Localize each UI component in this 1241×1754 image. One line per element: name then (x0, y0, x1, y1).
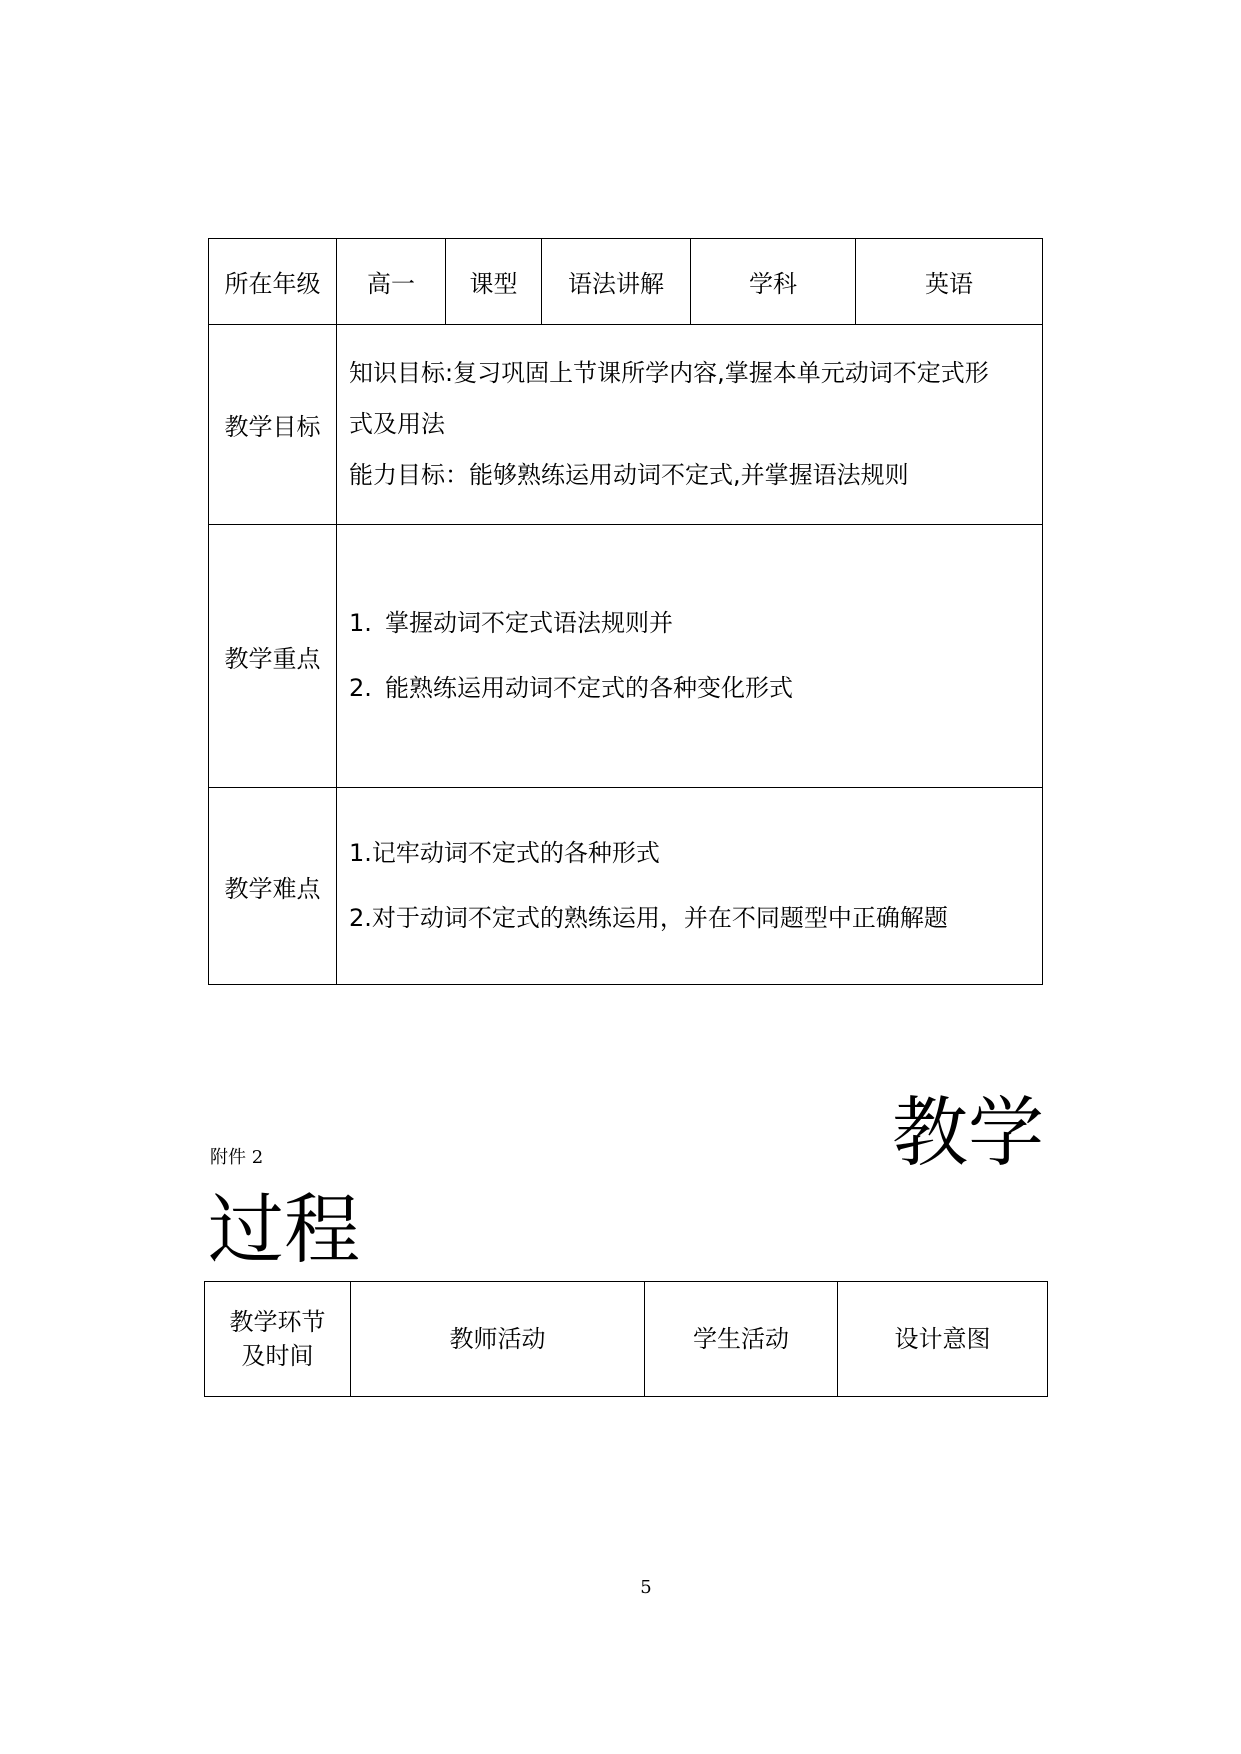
teaching-process-table (204, 1281, 1048, 1397)
keypoints-content (337, 525, 1043, 788)
keypoint-text: 能熟练运用动词不定式的各种变化形式 (385, 674, 793, 702)
knowledge-objective-line1: 知识目标:复习巩固上节课所学内容,掌握本单元动词不定式形 (349, 359, 989, 387)
section-title-part2: 过程 (208, 1185, 360, 1274)
stage-time-header (205, 1282, 351, 1397)
subject-value: 英语 (856, 239, 1043, 325)
subject-label: 学科 (691, 239, 856, 325)
process-header-row (205, 1282, 1048, 1397)
keypoints-label: 教学重点 (209, 525, 337, 788)
student-activity-header: 学生活动 (645, 1282, 838, 1397)
lesson-type-label: 课型 (446, 239, 542, 325)
keypoint-text: 掌握动词不定式语法规则并 (385, 609, 673, 637)
difficulty-item: 1.记牢动词不定式的各种形式 (349, 839, 660, 867)
lesson-info-table (208, 238, 1043, 985)
difficulties-row (209, 788, 1043, 985)
design-intent-header: 设计意图 (838, 1282, 1048, 1397)
knowledge-objective-line2: 式及用法 (349, 410, 445, 438)
stage-time-header-line1: 教学环节 (229, 1308, 326, 1336)
keypoint-number: 2. (349, 674, 372, 702)
difficulties-label: 教学难点 (209, 788, 337, 985)
lesson-type-value: 语法讲解 (542, 239, 691, 325)
grade-row (209, 239, 1043, 325)
difficulty-item: 2.对于动词不定式的熟练运用，并在不同题型中正确解题 (349, 904, 948, 932)
objectives-row (209, 325, 1043, 525)
keypoint-item (349, 656, 1034, 721)
page-number: 5 (640, 1577, 652, 1598)
stage-time-header-line2: 及时间 (241, 1342, 314, 1370)
attachment-label: 附件 2 (210, 1147, 264, 1168)
keypoint-number: 1. (349, 609, 372, 637)
teacher-activity-header: 教师活动 (351, 1282, 645, 1397)
objectives-label: 教学目标 (209, 325, 337, 525)
objectives-content (337, 325, 1043, 525)
ability-objective: 能力目标：能够熟练运用动词不定式,并掌握语法规则 (349, 461, 909, 489)
grade-value: 高一 (337, 239, 446, 325)
grade-label: 所在年级 (209, 239, 337, 325)
keypoint-item (349, 591, 1034, 656)
keypoints-row (209, 525, 1043, 788)
section-title-part1: 教学 (892, 1088, 1044, 1177)
difficulties-content (337, 788, 1043, 985)
